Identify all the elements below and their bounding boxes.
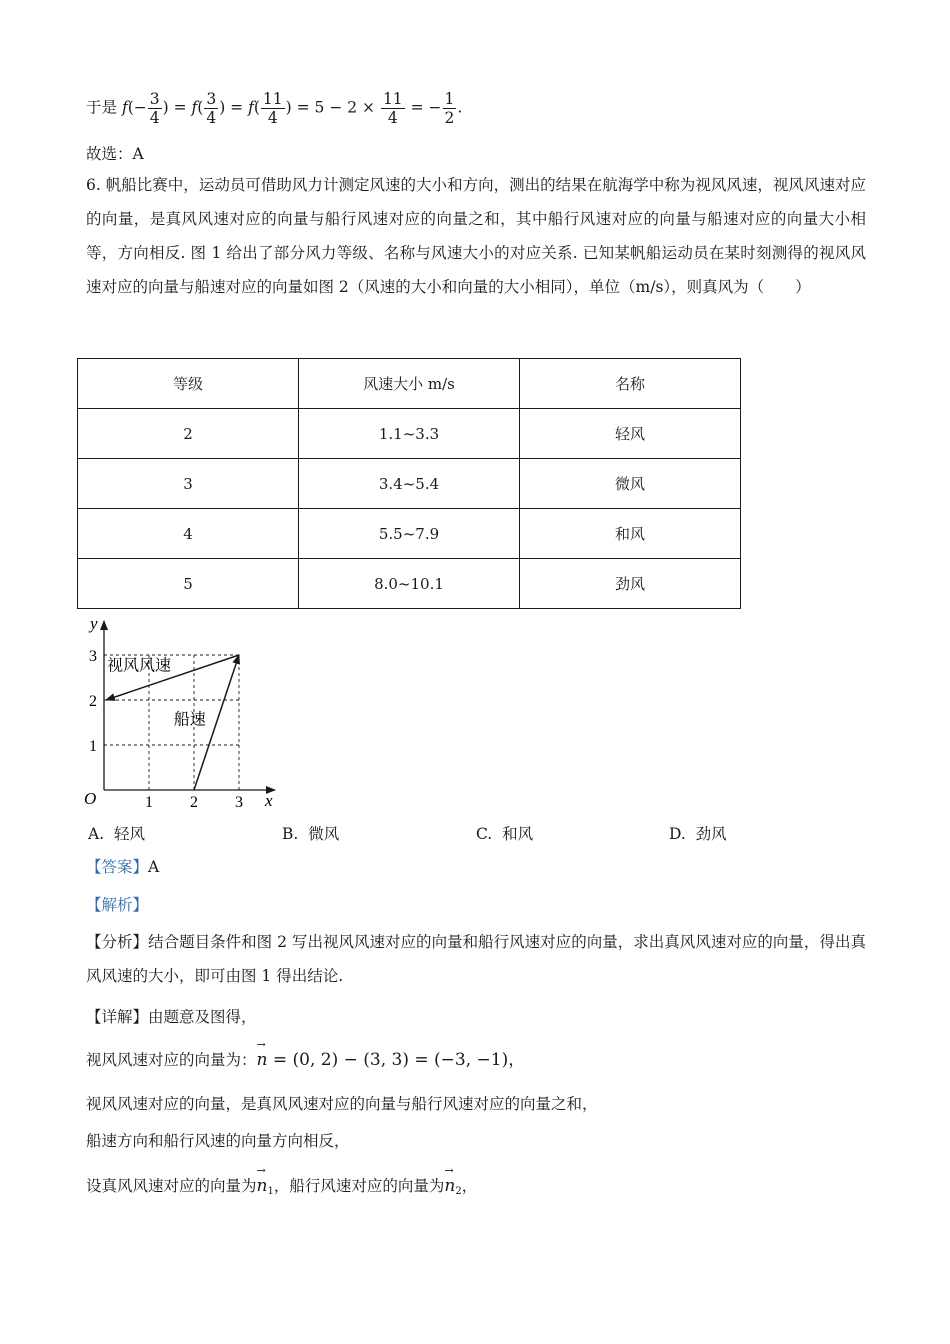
question-text: 6. 帆船比赛中，运动员可借助风力计测定风速的大小和方向，测出的结果在航海学中称为视风风速，视风风速对应的向量，是真风风速对应的向量与船行风速对应的向量之和，其中船行风速对应的向量与船速对应的向量大小相等，方向相反. 图 1 给出了部分风力等级、名称与风速大小的对应关系. 已知某帆船运动员在某时刻测得的视风风速对应的向量与船速对应的向量如图 2（风速的大小和向量的大小相同），单位（m/s），则真风为（ ） xyxy=(86,176,866,296)
detail-line-3: 船速方向和船行风速的向量方向相反， xyxy=(86,1132,350,1150)
vector-n: → n xyxy=(257,1052,268,1069)
table-cell: 5.5~7.9 xyxy=(299,509,520,559)
option-d[interactable]: D. 劲风 xyxy=(669,825,727,843)
detail-intro: 【详解】由题意及图得， xyxy=(86,1008,257,1026)
table-cell: 劲风 xyxy=(520,559,741,609)
x-tick-label: 1 xyxy=(145,794,153,811)
wind-grade-table xyxy=(77,358,741,609)
option-c[interactable]: C. 和风 xyxy=(476,825,534,843)
detail-label: 【详解】 xyxy=(86,1008,149,1026)
table-cell: 4 xyxy=(78,509,299,559)
table-cell: 和风 xyxy=(520,509,741,559)
table-row xyxy=(78,559,741,609)
detail-line-1: 视风风速对应的向量为：→ n = (0, 2) − (3, 3) = (−3, −1)， xyxy=(86,1052,525,1069)
y-axis-label: y xyxy=(90,614,98,633)
table-cell: 3 xyxy=(78,459,299,509)
table-cell: 8.0~10.1 xyxy=(299,559,520,609)
analysis xyxy=(86,925,866,993)
vector-diagram xyxy=(82,612,292,812)
detail-line-2: 视风风速对应的向量，是真风风速对应的向量与船行风速对应的向量之和， xyxy=(86,1095,598,1113)
analysis-label: 【解析】 xyxy=(86,896,149,914)
formula-line: 于是 f(− $\frac{3}{4}$ ) = f( $\frac{3}{4}$ ) = f( $\frac{11}{4}$ ) = 5 − 2 × $\frac{11}{4}$ = − $\frac{1}{2}$ . xyxy=(86,90,463,127)
formula-open-neg: (− xyxy=(127,98,147,117)
fraction: $\frac{3}{4}$ xyxy=(206,90,217,127)
table-cell: 5 xyxy=(78,559,299,609)
apparent-wind-label: 视风风速 xyxy=(107,655,172,675)
fraction: $\frac{11}{4}$ xyxy=(262,90,283,127)
fraction: $\frac{1}{2}$ xyxy=(444,90,455,127)
x-tick-label: 3 xyxy=(235,794,243,811)
table-header: 名称 xyxy=(520,359,741,409)
detail-line-4: 设真风风速对应的向量为→ $n_1$，船行风速对应的向量为→ $n_2$， xyxy=(86,1178,477,1197)
option-b[interactable]: B. 微风 xyxy=(282,825,340,843)
table-cell: 2 xyxy=(78,409,299,459)
vector-n1: → n xyxy=(257,1178,268,1195)
table-header-row xyxy=(78,359,741,409)
y-tick-label: 1 xyxy=(89,738,97,755)
formula-prefix: 于是 xyxy=(86,98,118,117)
function-f: f xyxy=(121,98,128,117)
option-a[interactable]: A. 轻风 xyxy=(88,825,145,843)
table-cell: 微风 xyxy=(520,459,741,509)
y-tick-label: 2 xyxy=(89,693,97,710)
origin-label: O xyxy=(84,789,97,808)
previous-choice: 故选：A xyxy=(86,145,144,163)
x-axis-label: x xyxy=(265,791,273,810)
vector-n2: → n xyxy=(444,1178,455,1195)
x-tick-label: 2 xyxy=(190,794,198,811)
table-cell: 3.4~5.4 xyxy=(299,459,520,509)
boat-speed-label: 船速 xyxy=(173,709,206,729)
table-row xyxy=(78,509,741,559)
answer xyxy=(86,860,159,876)
table-header: 风速大小 m/s xyxy=(299,359,520,409)
grid-lines xyxy=(104,655,239,790)
analysis-text: 结合题目条件和图 2 写出视风风速对应的向量和船行风速对应的向量，求出真风风速对应的向量，得出真风风速的大小，即可由图 1 得出结论. xyxy=(86,933,866,985)
table-row xyxy=(78,409,741,459)
table-cell: 1.1~3.3 xyxy=(299,409,520,459)
answer-value: A xyxy=(148,858,160,876)
fraction: $\frac{11}{4}$ xyxy=(382,90,403,127)
answer-label: 【答案】 xyxy=(86,858,149,876)
fraction: $\frac{3}{4}$ xyxy=(149,90,160,127)
y-tick-label: 3 xyxy=(89,648,97,665)
table-row xyxy=(78,459,741,509)
table-cell: 轻风 xyxy=(520,409,741,459)
analysis-label-bold: 【分析】 xyxy=(86,933,149,951)
table-header: 等级 xyxy=(78,359,299,409)
